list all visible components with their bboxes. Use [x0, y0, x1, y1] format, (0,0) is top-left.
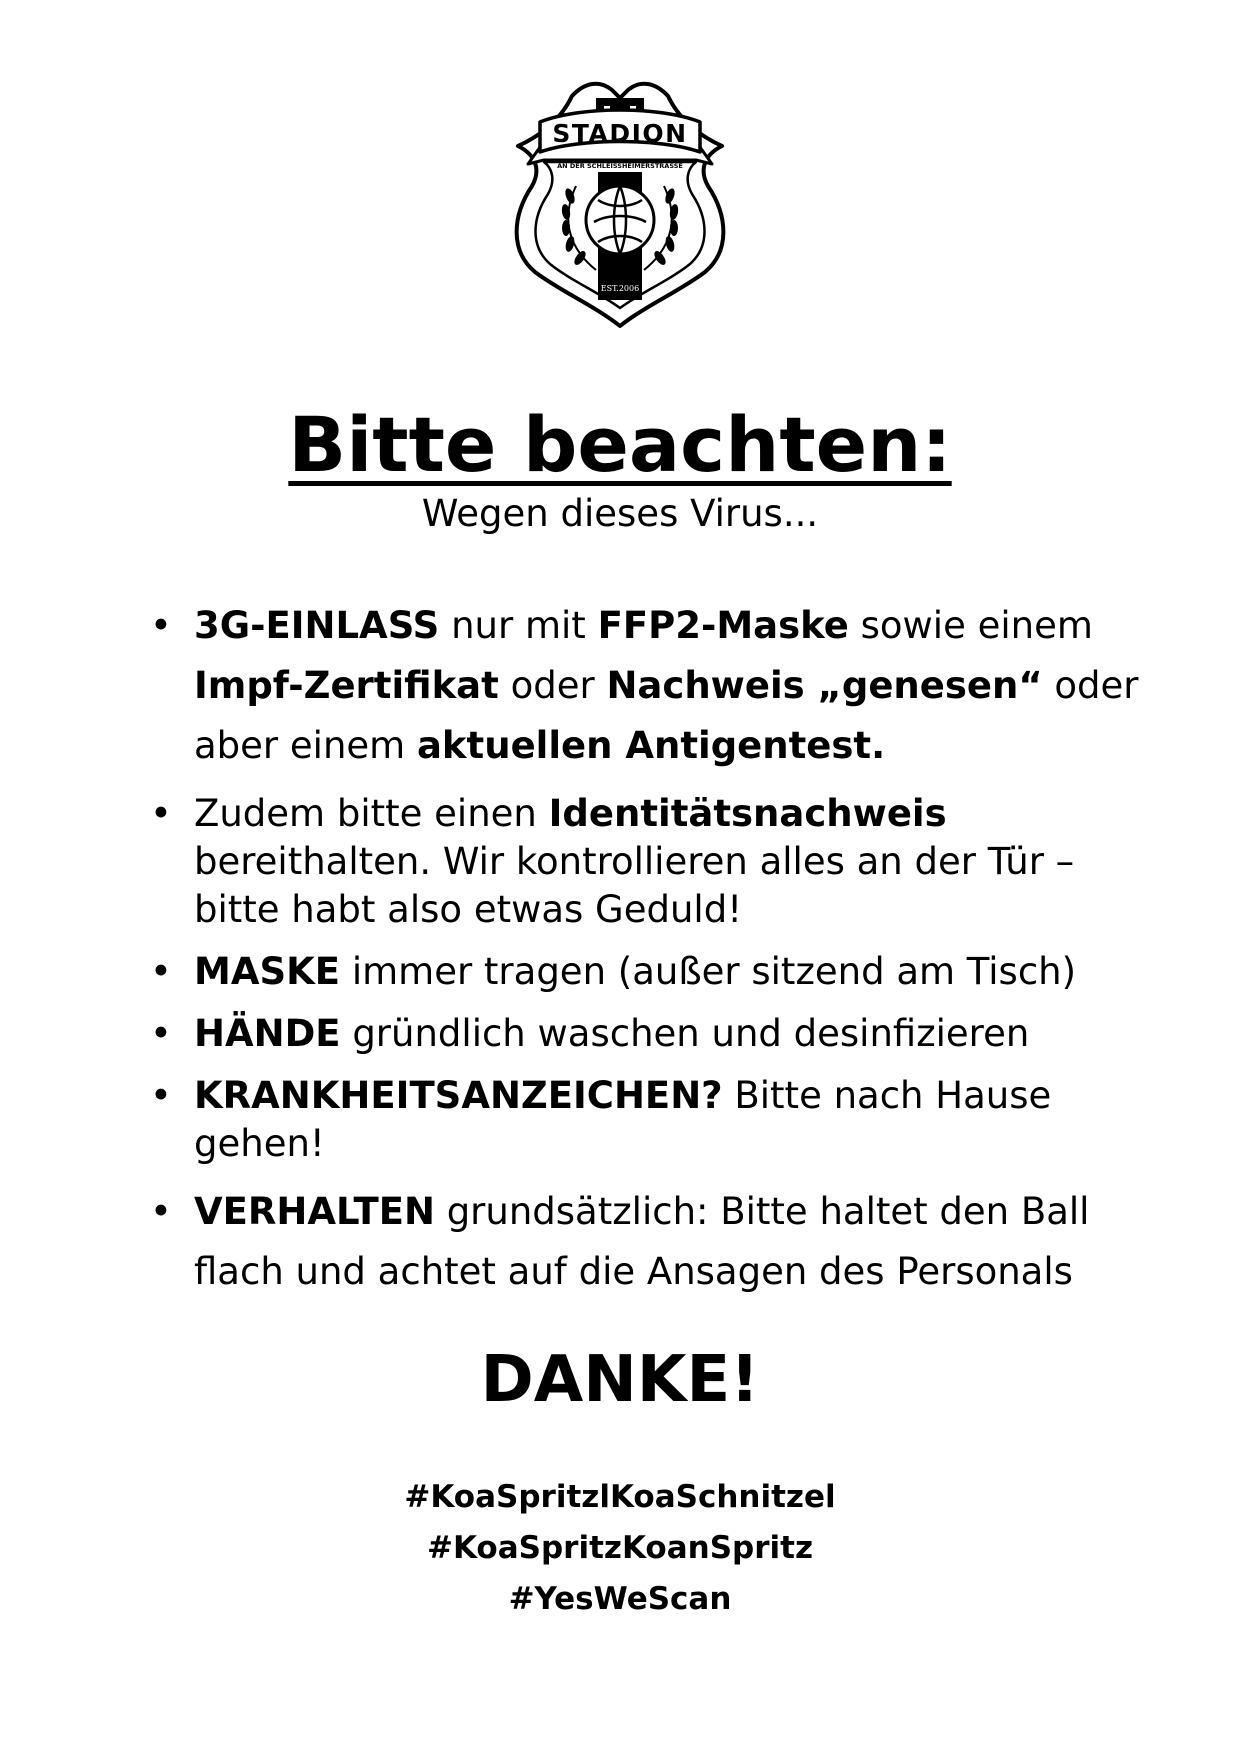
rule-text-bold: KRANKHEITSANZEICHEN? — [194, 1074, 723, 1117]
list-item — [150, 948, 1140, 996]
rule-text-bold: Identitätsnachweis — [548, 792, 947, 835]
list-item — [150, 1182, 1140, 1302]
bullet-icon: • — [150, 792, 172, 835]
list-item — [150, 1010, 1140, 1058]
rule-text-bold: aktuellen Antigentest. — [416, 724, 886, 767]
rule-text: oder aber einem — [194, 664, 1139, 767]
crest-established-text: EST.2006 — [600, 284, 640, 293]
bullet-icon: • — [150, 950, 172, 993]
list-item — [150, 1072, 1140, 1168]
rules-list — [150, 596, 1140, 1316]
hashtag: #KoaSpritzKoanSpritz — [426, 1530, 814, 1566]
rule-text: bereithalten. Wir kontrollieren alles an der Tür – bitte habt also etwas Geduld! — [194, 840, 1075, 931]
subtitle: Wegen dieses Virus... — [421, 492, 819, 535]
bullet-icon: • — [150, 1012, 172, 1055]
rule-text-bold: Nachweis „genesen“ — [606, 664, 1043, 707]
list-item — [150, 790, 1140, 934]
hashtag: #KoaSpritzlKoaSchnitzel — [404, 1479, 836, 1515]
list-item — [150, 596, 1140, 776]
rule-text-bold: Impf-Zertifikat — [194, 664, 499, 707]
rule-text: nur mit — [439, 604, 598, 647]
thanks-heading: DANKE! — [480, 1343, 760, 1417]
bullet-icon: • — [150, 604, 172, 647]
rule-text: gründlich waschen und desinfizieren — [340, 1012, 1030, 1055]
rule-text: oder — [498, 664, 607, 707]
hashtag: #YesWeScan — [508, 1581, 732, 1617]
rule-text-bold: VERHALTEN — [194, 1190, 435, 1233]
crest-subline-text: AN DER SCHLEISSHEIMERSTRASSE — [557, 162, 683, 170]
bullet-icon: • — [150, 1074, 172, 1117]
rule-text: Zudem bitte einen — [194, 792, 549, 835]
club-crest-logo — [500, 76, 740, 332]
bullet-icon: • — [150, 1190, 172, 1233]
rule-text: sowie einem — [848, 604, 1093, 647]
page-title-text: Bitte beachten: — [288, 399, 952, 489]
hashtag-list — [0, 1472, 1240, 1625]
rule-text-bold: FFP2-Maske — [597, 604, 849, 647]
rule-text-bold: 3G-EINLASS — [194, 604, 440, 647]
crest-name-text: STADION — [552, 119, 688, 148]
page-title — [0, 399, 1240, 489]
rule-text: grundsätzlich: Bitte haltet den Ball flach und achtet auf die Ansagen des Personals — [194, 1190, 1090, 1293]
rule-text-bold: MASKE — [194, 950, 341, 993]
rule-text: Bitte nach Hause gehen! — [194, 1074, 1052, 1165]
rule-text: immer tragen (außer sitzend am Tisch) — [340, 950, 1077, 993]
rule-text-bold: HÄNDE — [194, 1012, 341, 1055]
